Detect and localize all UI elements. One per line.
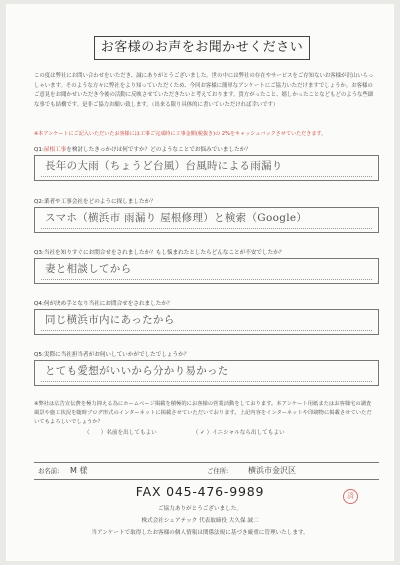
answer-3: 妻と相談してから [45,263,132,275]
answer-line [41,330,372,331]
question-3 [34,248,374,256]
question-2 [34,197,374,205]
q1-label: Q1: [34,147,44,153]
address-field[interactable]: 横浜市金沢区 [248,466,296,475]
privacy-text: 当アンケートで取得したお客様の個人情報は関係法規に基づき厳重に管理いたします。 [91,530,309,536]
answer-line [41,279,372,280]
q2-label: Q2: [34,199,44,205]
answer-line [41,381,372,382]
consent-text: ※弊社は広告宣伝費を極力抑える為にホームページ掲載を積極的にお客様の営業活動をしております。本アンケート用紙またはお客様宅の調査風景や施工状況を随時ブログ形式のインターネットに掲載させていただいております。上記内容をインターネットや印刷物に掲載させていただいてもよろしいでしょうか？ [34,401,372,425]
answer-1: 長年の大雨（ちょうど台風）台風時による雨漏り [45,160,283,172]
q5-text: 実際に当社担当者がお伺いしていかがでしたでしょうか？ [43,352,190,358]
q4-text: 何が決め手となり当社にお問合せをされましたか？ [43,301,173,307]
company-text: 株式会社シェアテック 代表取締役 大久保 誠二 [141,518,259,524]
answer-box-4[interactable] [34,309,379,335]
received-stamp: 済 [343,489,358,504]
answer-2: スマホ（横浜市 雨漏り 屋根修理）と検索（Google） [45,212,308,224]
q3-label: Q3: [34,250,44,256]
q3-text: 当社を知りすぐにお問合せをされましたか？もし悩まれたとしたらどんなことが不安でしたか？ [43,250,285,256]
answer-line [41,176,372,177]
question-1 [34,145,374,153]
question-5 [34,350,374,358]
signature-row [34,462,379,480]
answer-line [41,228,372,229]
question-4 [34,299,374,307]
q1-keyword: 屋根工事 [43,147,67,153]
answer-box-5[interactable] [34,360,379,386]
name-field[interactable]: M 様 [70,466,88,475]
answer-4: 同じ横浜市内にあったから [45,314,175,326]
answer-5: とても愛想がいいから分かり易かった [45,365,229,377]
questionnaire-sheet [6,4,394,561]
intro-paren: （出来る限り具体的に書いていただければ幸いです） [151,101,279,108]
intro-body: この度は弊社にお問い合わせをいただき、誠にありがとうございました。世の中には弊社の存在やサービスをご存知ないお客様が沢山いらっしゃいます。そのような方々に弊社をより知っていただくため、今回お客様に簡単なアンケートにご協力いただけますでしょうか。お客様のご意見をお聞かせいただき今後の活動に反映させていただきたいと考えております。貴方がったこと、嬉しかったことなどもどのような些細な事でも結構です。是非ご協力お願い致します。 [34,73,374,108]
page-title: お客様のお声をお聞かせください [94,36,310,60]
q1-text: を検討したきっかけは何ですか？どのようなことでお悩みでいましたか？ [66,147,251,153]
name-label: お名前: [38,467,60,475]
answer-box-2[interactable] [34,207,379,233]
publish-options [84,428,384,436]
answer-box-1[interactable] [34,155,379,181]
thanks-text: ご協力ありがとうございました。 [158,506,242,512]
q5-label: Q5: [34,352,44,358]
intro-text [34,72,374,110]
address-label: ご住所: [207,467,229,475]
cashback-note: ※本アンケートにご記入いただいたお客様には工事ご完成時に工事金額(税抜き)の 2%をキャッシュバックさせていただきます。 [34,131,327,137]
option-name-ok[interactable]: （ ）名前を出してもよい [84,430,157,436]
q4-label: Q4: [34,301,44,307]
answer-box-3[interactable] [34,258,379,284]
fax-number: FAX 045-476-9989 [135,484,265,499]
option-initial-ok[interactable]: （ ✓ ）イニシャルなら出してもよい [192,430,285,436]
q2-text: 業者や工事会社をどのように探しましたか？ [43,199,156,205]
